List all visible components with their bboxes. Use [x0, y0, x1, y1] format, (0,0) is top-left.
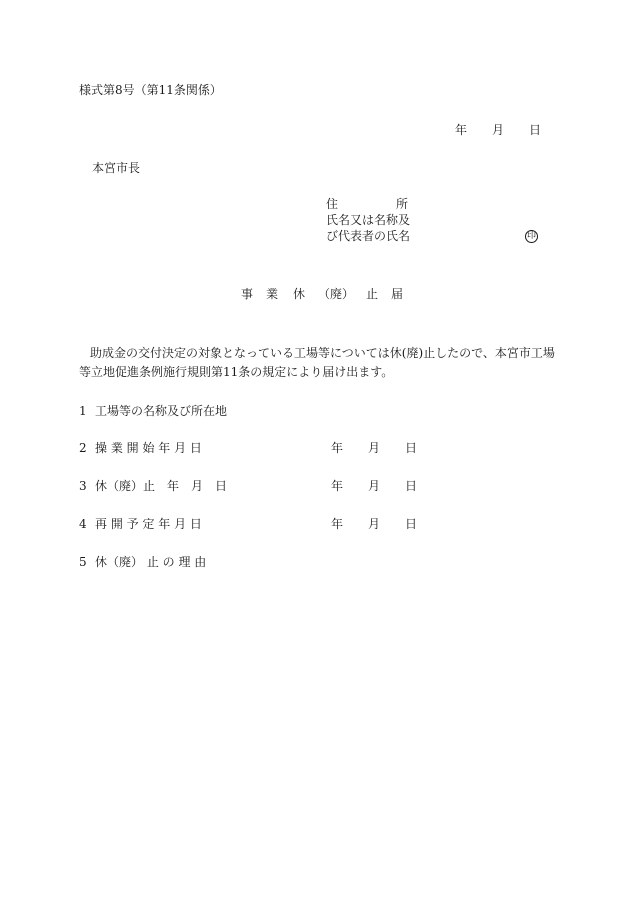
- seal-icon: 印: [526, 231, 536, 241]
- item-label: 操 業 開 始 年 月 日: [95, 441, 202, 455]
- title-char: （廃）: [318, 287, 355, 301]
- name-label-line-1: 氏名又は名称及: [326, 213, 411, 227]
- item-number: 2: [79, 441, 87, 455]
- date-month-label: 月: [492, 123, 505, 137]
- title-char: 事: [241, 287, 254, 301]
- title-char: 止: [366, 287, 379, 301]
- form-number: 様式第8号（第11条関係）: [79, 83, 222, 97]
- address-line: [326, 198, 410, 214]
- body-paragraph: 助成金の交付決定の対象となっている工場等については休(廃)止したので、本宮市工場等立地促進条例施行規則第11条の規定により届け出ます。: [79, 346, 555, 379]
- item-day: 日: [405, 479, 418, 493]
- item-number: 1: [79, 404, 87, 418]
- item-label: 休（廃） 止 の 理 由: [95, 555, 207, 569]
- item-number: 5: [79, 555, 87, 569]
- item-month: 月: [368, 479, 381, 493]
- address-label-1: 住: [326, 197, 339, 211]
- title-char: 届: [391, 287, 404, 301]
- applicant-block: [326, 198, 410, 246]
- item-label: 工場等の名称及び所在地: [95, 404, 228, 418]
- item-day: 日: [405, 441, 418, 455]
- item-number: 4: [79, 517, 87, 531]
- item-year: 年: [331, 517, 344, 531]
- title-char: 業: [266, 287, 279, 301]
- date-year-label: 年: [455, 123, 468, 137]
- item-day: 日: [405, 517, 418, 531]
- item-month: 月: [368, 517, 381, 531]
- title-char: 休: [293, 287, 306, 301]
- recipient: 本宮市長: [92, 161, 141, 175]
- item-label: 再 開 予 定 年 月 日: [95, 517, 202, 531]
- date-day-label: 日: [529, 123, 542, 137]
- item-year: 年: [331, 479, 344, 493]
- item-number: 3: [79, 479, 87, 493]
- name-label-line-2: び代表者の氏名: [326, 229, 411, 243]
- item-label: 休（廃）止 年 月 日: [95, 479, 228, 493]
- item-month: 月: [368, 441, 381, 455]
- item-year: 年: [331, 441, 344, 455]
- address-label-2: 所: [396, 197, 409, 211]
